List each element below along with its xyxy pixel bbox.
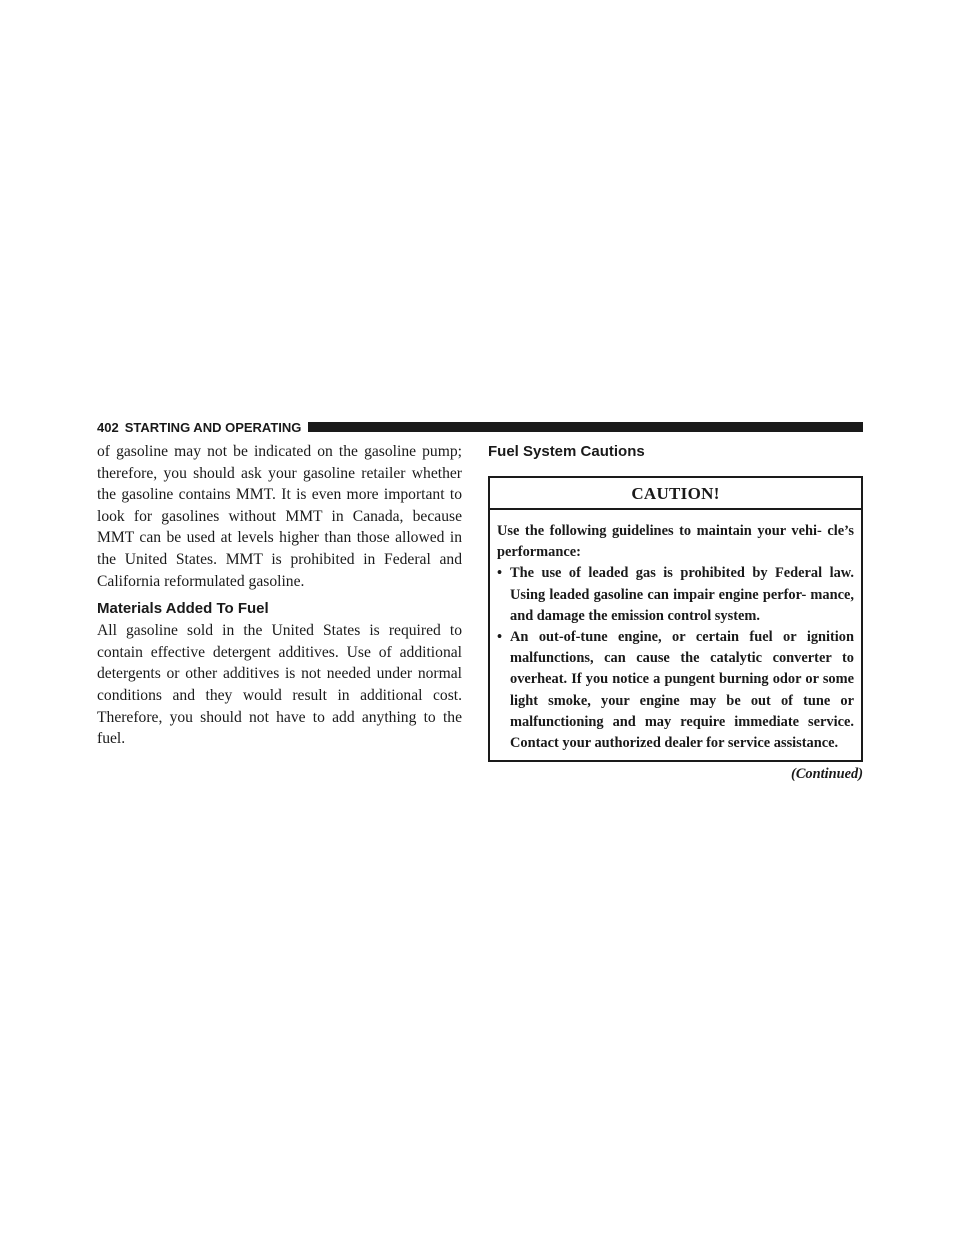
page-header — [97, 418, 863, 436]
fuel-cautions-heading: Fuel System Cautions — [488, 443, 645, 460]
page-number: 402 — [97, 419, 119, 435]
materials-heading: Materials Added To Fuel — [97, 600, 269, 618]
caution-intro: Use the following guidelines to maintain your vehi- cle’s performance: — [497, 523, 854, 561]
bullet-icon: • — [497, 565, 503, 582]
intro-paragraph: of gasoline may not be indicated on the gasoline pump; therefore, you should ask your gasoline retailer whether the gasoline contains MMT. It is even more important to look for gasolines without MMT in Canada, because MMT can be used at levels higher than those allowed in the United States. MMT is prohibited in Federal and California reformulated gasoline. — [97, 443, 462, 590]
caution-item-text: An out-of-tune engine, or certain fuel or ignition malfunctions, can cause the catalytic converter to overheat. If you notice a pungent burning odor or some light smoke, your engine may be out of tune or malfunctioning and may require immediate service. Contact your authorized dealer for service assistance. — [510, 629, 854, 752]
caution-item-text: The use of leaded gas is prohibited by Federal law. Using leaded gasoline can impair engine perfor- mance, and damage the emission control system. — [510, 565, 854, 624]
left-column — [97, 441, 462, 750]
caution-box — [488, 476, 863, 762]
caution-list — [497, 563, 854, 754]
caution-item-leaded-gas — [497, 563, 854, 627]
caution-title: CAUTION! — [490, 478, 861, 510]
section-title: STARTING AND OPERATING — [124, 419, 302, 435]
caution-item-engine-tune — [497, 627, 854, 754]
bullet-icon: • — [497, 629, 503, 646]
caution-body — [490, 510, 861, 760]
continued-note: (Continued) — [791, 766, 863, 783]
header-rule — [308, 422, 863, 432]
right-column — [488, 441, 863, 783]
materials-paragraph: All gasoline sold in the United States is required to contain effective detergent additives. Use of additional detergents or other additives is not needed under normal conditions and they would result in additional cost. Therefore, you should not have to add anything to the fuel. — [97, 622, 462, 748]
